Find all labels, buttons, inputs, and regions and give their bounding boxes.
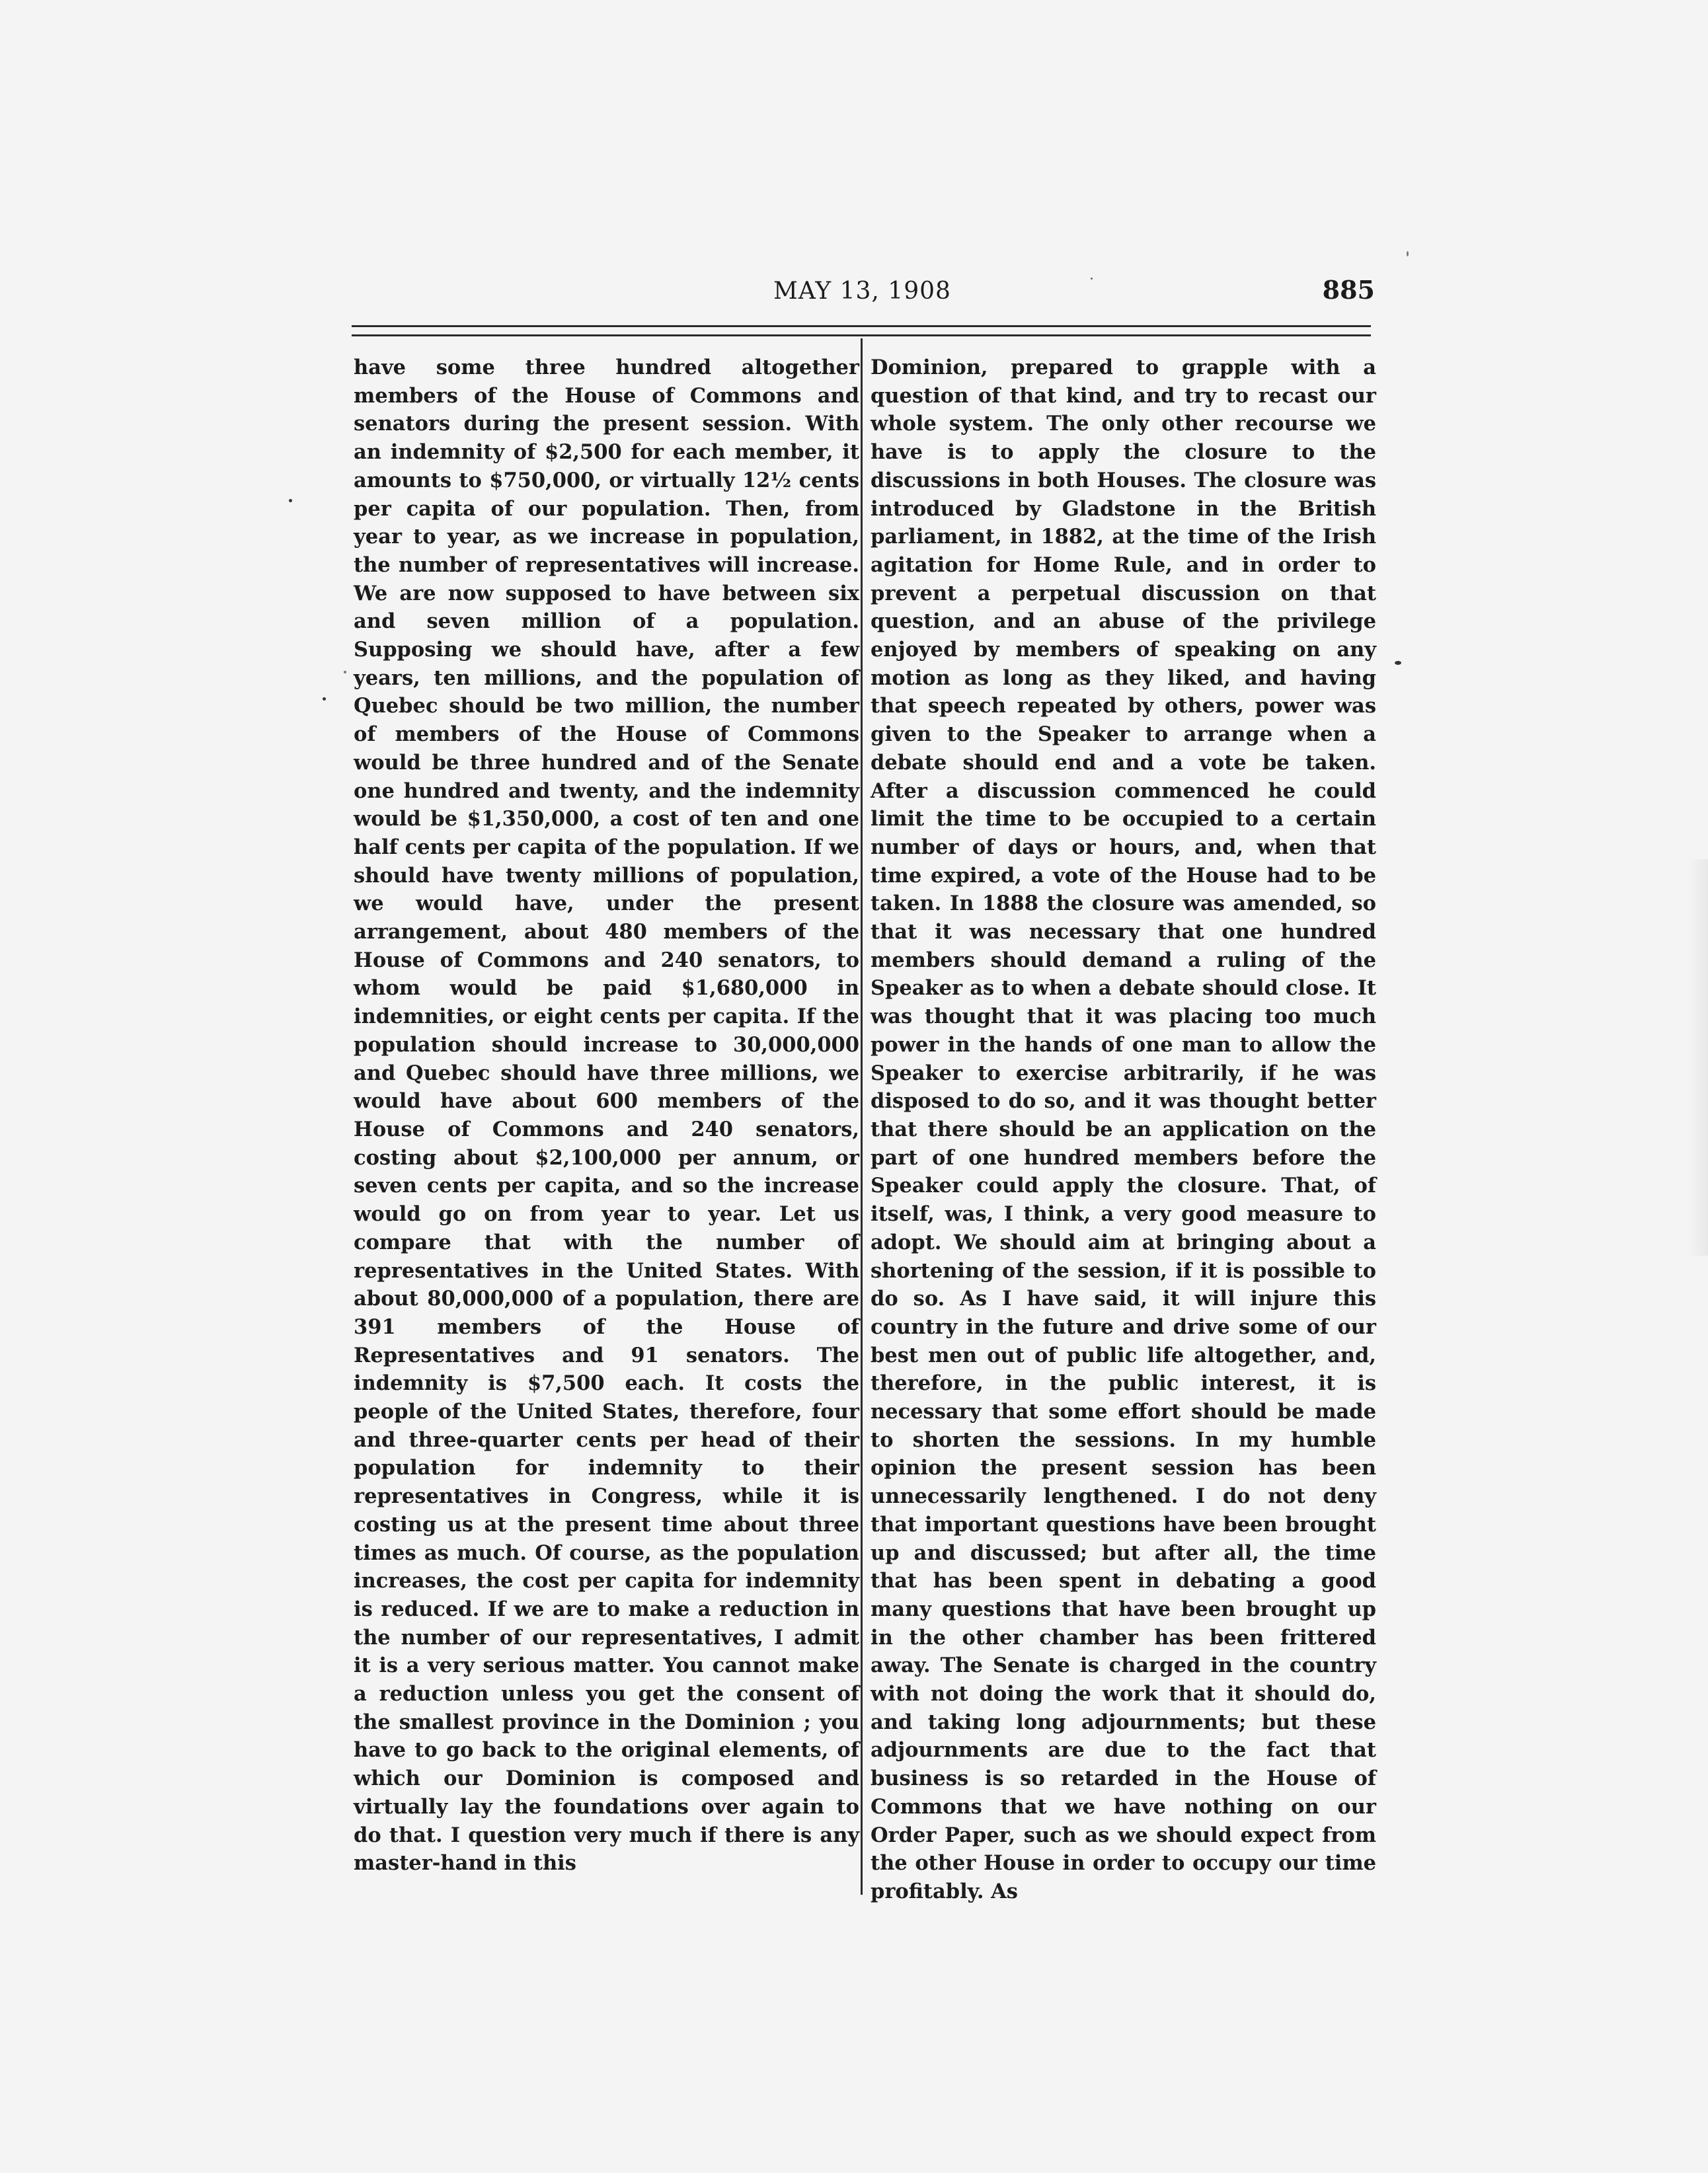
page-number: 885 [1322,275,1375,305]
column-divider [861,338,863,1895]
running-head-date: MAY 13, 1908 [773,278,951,305]
right-column-text: Dominion, prepared to grapple with a question of that kind, and try to recast our whole system. The only other recourse we have is to apply the closure to the discussions in both Houses. The closure was introduced by Gladstone in the British parliament, in 1882, at the time of the Irish agitation for Home Rule, and in order to prevent a perpetual discussion on that question, and an abuse of the privilege enjoyed by members of speaking on any motion as long as they liked, and having that speech repeated by others, power was given to the Speaker to arrange when a debate should end and a vote be taken. After a discussion commenced he could limit the time to be occupied to a certain number of days or hours, and, when that time expired, a vote of the House had to be taken. In 1888 the closure was amended, so that it was necessary that one hundred members should demand a ruling of the Speaker as to when a debate should close. It was thought that it was placing too much power in the hands of one man to allow the Speaker to exercise arbitrarily, if he was disposed to do so, and it was thought better that there should be an application on the part of one hundred members before the Speaker could apply the closure. That, of itself, was, I think, a very good measure to adopt. We should aim at bringing about a shortening of the session, if it is possible to do so. As I have said, it will injure this country in the future and drive some of our best men out of public life altogether, and, therefore, in the public interest, it is necessary that some effort should be made to shorten the sessions. In my humble opinion the present session has been unnecessarily lengthened. I do not deny that important questions have been brought up and discussed; but after all, the time that has been spent in debating a good many questions that have been brought up in the other chamber has been frittered away. The Senate is charged in the country with not doing the work that it should do, and taking long adjournments; but these adjournments are due to the fact that business is so retarded in the House of Commons that we have nothing on our Order Paper, such as we should expect from the other House in order to occupy our time profitably. As [871,356,1376,1903]
header-rule-bottom [352,334,1371,336]
scan-speck [344,671,346,673]
scan-speck [323,697,326,701]
scan-speck [289,499,292,502]
scan-edge-shadow [1688,859,1708,1256]
scan-speck [1395,661,1401,665]
left-column [354,354,859,1878]
page-header [350,275,1375,317]
scan-speck [1091,278,1093,280]
header-rule-top [352,325,1371,327]
left-column-text: have some three hundred altogether members of the House of Commons and senators during the present session. With an indemnity of $2,500 for each member, it amounts to $750,000, or virtually 12½ cents per capita of our population. Then, from year to year, as we increase in population, the number of representatives will increase. We are now supposed to have between six and seven million of a population. Supposing we should have, after a few years, ten millions, and the population of Quebec should be two million, the number of members of the House of Commons would be three hundred and of the Senate one hundred and twenty, and the indemnity would be $1,350,000, a cost of ten and one half cents per capita of the population. If we should have twenty millions of population, we would have, under the present arrangement, about 480 members of the House of Commons and 240 senators, to whom would be paid $1,680,000 in indemnities, or eight cents per capita. If the population should increase to 30,000,000 and Quebec should have three millions, we would have about 600 members of the House of Commons and 240 senators, costing about $2,100,000 per annum, or seven cents per capita, and so the increase would go on from year to year. Let us compare that with the number of representatives in the United States. With about 80,000,000 of a population, there are 391 members of the House of Representatives and 91 senators. The indemnity is $7,500 each. It costs the people of the United States, therefore, four and three-quarter cents per head of their population for indemnity to their representatives in Congress, while it is costing us at the present time about three times as much. Of course, as the population increases, the cost per capita for indemnity is reduced. If we are to make a reduction in the number of our representatives, I admit it is a very serious matter. You cannot make a reduction unless you get the consent of the smallest province in the Dominion ; you have to go back to the original elements, of which our Dominion is composed and virtually lay the foundations over again to do that. I question very much if there is any master-hand in this [354,356,859,1876]
scan-speck [1407,251,1409,256]
right-column [871,354,1376,1906]
